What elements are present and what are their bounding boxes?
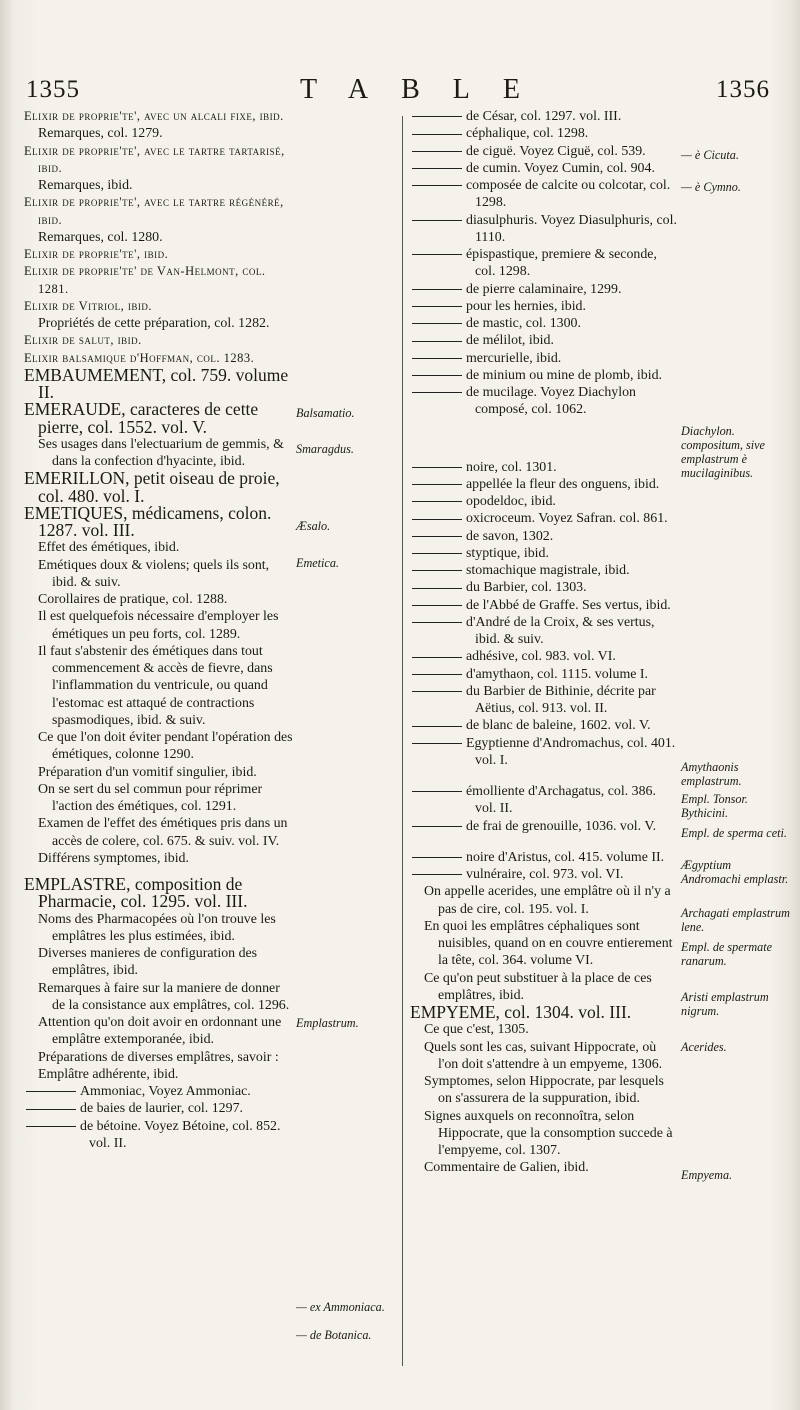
index-ditto-entry: de César, col. 1297. vol. III. [410,108,678,125]
index-ditto-entry: stomachique magistrale, ibid. [410,562,678,579]
index-subentry: En quoi les emplâtres céphaliques sont nuisibles, quand on en couvre entierement la tête, col. 364. volume VI. [424,918,673,969]
index-subentry: Commentaire de Galien, ibid. [424,1160,589,1176]
index-ditto-entry: émolliente d'Archagatus, col. 386. vol. II. [410,783,678,818]
index-headword: EMERAUDE, caracteres de cette pierre, col. 1552. vol. V. [24,399,259,437]
index-ditto-entry: du Barbier, col. 1303. [410,579,678,596]
index-subentry: Signes auxquels on reconnoîtra, selon Hippocrate, que la consomption succede à l'empyeme, col. 1307. [424,1108,673,1158]
index-headword: EMETIQUES, médicamens, colon. 1287. vol. III. [24,502,272,540]
index-entry: Elixir balsamique d'Hoffman, col. 1283. [24,350,255,365]
index-subentry: Ce qu'on peut substituer à la place de ces emplâtres, ibid. [424,970,652,1003]
index-ditto-entry: styptique, ibid. [410,545,678,562]
margin-note-right: Empl. de spermate ranarum. [681,940,773,968]
index-subentry: Remarques, col. 1280. [38,229,163,245]
index-entry: Elixir de proprie'te', ibid. [24,247,169,261]
index-subentry: Remarques à faire sur la maniere de donner de la consistance aux emplâtres, col. 1296. [38,980,290,1013]
margin-note-left: Emetica. [296,556,339,570]
index-ditto-entry: de blanc de baleine, 1602. vol. V. [410,717,678,734]
index-ditto-entry: appellée la fleur des onguens, ibid. [410,476,678,493]
index-subentry: Ses usages dans l'electuarium de gemmis, & dans la confection d'hyacinte, ibid. [38,436,284,469]
index-subentry: Diverses manieres de configuration des emplâtres, ibid. [38,946,258,979]
index-ditto-entry: opodeldoc, ibid. [410,493,678,510]
index-ditto-entry: du Barbier de Bithinie, décrite par Aëtius, col. 913. vol. II. [410,683,678,718]
margin-note-right: Empl. de sperma ceti. [681,826,787,840]
index-subentry: Attention qu'on doit avoir en ordonnant une emplâtre extemporanée, ibid. [38,1015,282,1048]
index-ditto-entry: céphalique, col. 1298. [410,125,678,142]
index-ditto-entry: pour les hernies, ibid. [410,298,678,315]
margin-note-right: — è Cymno. [681,180,741,194]
index-entry: Elixir de proprie'te', avec le tartre tartarisé, ibid. [24,143,285,175]
right-column [410,108,678,1177]
index-ditto-entry: de cumin. Voyez Cumin, col. 904. [410,160,678,177]
margin-note-right: Amythaonis emplastrum. [681,760,742,788]
margin-note-left: Æsalo. [296,519,331,533]
margin-note-left: — de Botanica. [296,1328,372,1342]
index-subentry: On se sert du sel commun pour réprimer l'action des émétiques, col. 1291. [38,781,263,814]
margin-note-right: Diachylon. compositum, sive emplastrum è mucilaginibus. [681,424,765,480]
page-number-left: 1355 [26,76,80,103]
index-ditto-entry: de mucilage. Voyez Diachylon composé, col. 1062. [410,384,678,419]
index-entry: Elixir de proprie'te', avec le tartre régénéré, ibid. [24,195,284,227]
column-rule [402,116,403,1366]
index-ditto-entry: de ciguë. Voyez Ciguë, col. 539. [410,143,678,160]
margin-note-right: Ægyptium Andromachi emplastr. [681,858,789,886]
index-ditto-entry: Ammoniac, Voyez Ammoniac. [24,1083,294,1100]
margin-note-left: Smaragdus. [296,442,354,456]
index-entry: Elixir de Vitriol, ibid. [24,298,153,313]
index-entry: Elixir de proprie'te' de Van-Helmont, col. 1281. [24,264,266,296]
index-subentry: Il faut s'abstenir des émétiques dans tout commencement & accès de fievre, dans l'inflammation du ventricule, ou quand l'estomac est attaqué de contractions spasmodiques, ibid. & suiv. [38,643,273,728]
index-ditto-entry: de mastic, col. 1300. [410,315,678,332]
margin-note-right: Archagati emplastrum lene. [681,906,790,934]
index-ditto-entry: d'André de la Croix, & ses vertus, ibid. & suiv. [410,614,678,649]
index-subentry: Ce que c'est, 1305. [424,1022,529,1038]
index-ditto-entry: vulnéraire, col. 973. vol. VI. [410,866,678,883]
index-headword: EMBAUMEMENT, col. 759. volume II. [24,364,289,402]
index-subentry: On appelle acerides, une emplâtre où il n'y a pas de cire, col. 195. vol. I. [424,884,671,917]
index-subentry: Préparation d'un vomitif singulier, ibid. [38,764,257,780]
page-number-right: 1356 [716,76,770,103]
index-ditto-entry: épispastique, premiere & seconde, col. 1298. [410,246,678,281]
index-ditto-entry: de baies de laurier, col. 1297. [24,1100,294,1117]
index-ditto-entry: diasulphuris. Voyez Diasulphuris, col. 1110. [410,212,678,247]
index-ditto-entry: de savon, 1302. [410,528,678,545]
margin-note-left: Balsamatio. [296,406,355,420]
index-ditto-entry: de bétoine. Voyez Bétoine, col. 852. vol. II. [24,1118,294,1153]
margin-note-right: Empyema. [681,1168,733,1182]
margin-note-left: — ex Ammoniaca. [296,1300,385,1314]
index-ditto-entry: de frai de grenouille, 1036. vol. V. [410,818,678,835]
index-subentry: Corollaires de pratique, col. 1288. [38,592,228,607]
index-subentry: Effet des émétiques, ibid. [38,540,180,556]
index-headword: EMPYEME, col. 1304. vol. III. [410,1002,632,1022]
index-ditto-entry: composée de calcite ou colcotar, col. 1298. [410,177,678,212]
index-ditto-entry: de l'Abbé de Graffe. Ses vertus, ibid. [410,597,678,614]
index-subentry: Noms des Pharmacopées où l'on trouve les emplâtres les plus estimées, ibid. [38,911,276,944]
index-entry: Elixir de proprie'te', avec un alcali fixe, ibid. [24,109,284,123]
index-subentry: Propriétés de cette préparation, col. 1282. [38,316,270,331]
index-subentry: Remarques, ibid. [38,178,133,193]
index-headword: EMPLASTRE, composition de Pharmacie, col. 1295. vol. III. [24,874,248,912]
index-ditto-entry: d'amythaon, col. 1115. volume I. [410,666,678,683]
index-subentry: Emétiques doux & violens; quels ils sont, ibid. & suiv. [38,557,270,590]
index-entry: Elixir de salut, ibid. [24,333,142,348]
index-subentry: Préparations de diverses emplâtres, savoir : [38,1049,279,1065]
index-ditto-entry: mercurielle, ibid. [410,350,678,367]
index-ditto-entry: noire d'Aristus, col. 415. volume II. [410,849,678,866]
index-headword: EMERILLON, petit oiseau de proie, col. 480. vol. I. [24,468,280,506]
index-subentry: Examen de l'effet des émétiques pris dans un accès de colere, col. 675. & suiv. vol. IV. [38,816,288,849]
index-subentry: Il est quelquefois nécessaire d'employer les émétiques un peu forts, col. 1289. [38,609,279,642]
index-ditto-entry: noire, col. 1301. [410,459,678,476]
index-subentry: Remarques, col. 1279. [38,126,163,142]
index-subentry: Quels sont les cas, suivant Hippocrate, où l'on doit s'attendre à un empyeme, 1306. [424,1039,663,1072]
margin-note-right: Empl. Tonsor. Bythicini. [681,792,748,820]
index-ditto-entry: oxicroceum. Voyez Safran. col. 861. [410,510,678,527]
margin-note-right: Acerides. [681,1040,727,1054]
left-column [24,108,294,1152]
margin-note-right: — è Cicuta. [681,148,739,162]
margin-note-right: Aristi emplastrum nigrum. [681,990,769,1018]
running-title: TABLE [300,74,553,105]
index-subentry: Ce que l'on doit éviter pendant l'opération des émétiques, colonne 1290. [38,730,293,763]
margin-note-left: Emplastrum. [296,1016,359,1030]
index-ditto-entry: adhésive, col. 983. vol. VI. [410,648,678,665]
index-subentry: Emplâtre adhérente, ibid. [38,1066,179,1082]
index-subentry: Différens symptomes, ibid. [38,850,189,866]
index-ditto-entry: de mélilot, ibid. [410,332,678,349]
index-ditto-entry: Egyptienne d'Andromachus, col. 401. vol. I. [410,735,678,770]
index-ditto-entry: de pierre calaminaire, 1299. [410,281,678,298]
index-subentry: Symptomes, selon Hippocrate, par lesquels on s'assurera de la suppuration, ibid. [424,1074,664,1107]
index-ditto-entry: de minium ou mine de plomb, ibid. [410,367,678,384]
